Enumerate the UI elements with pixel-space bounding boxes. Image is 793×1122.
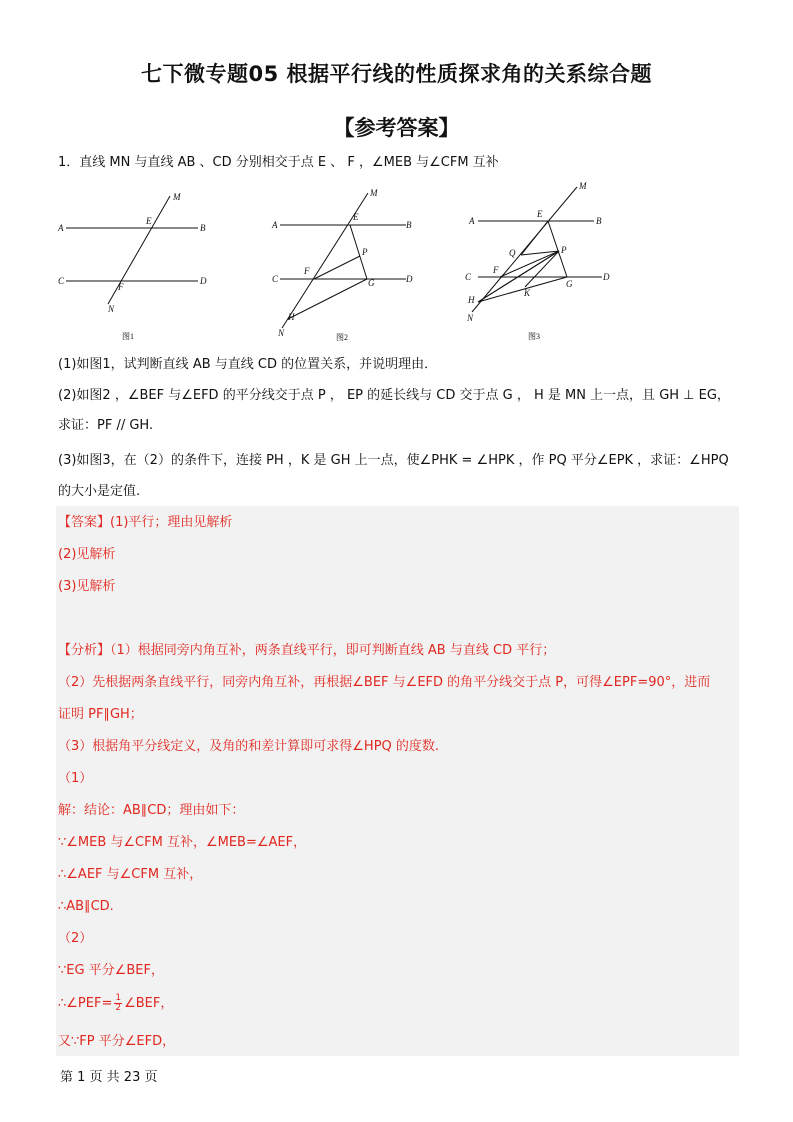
question-part-2-line-1: (2)如图2 ，∠BEF 与∠EFD 的平分线交于点 P ， EP 的延长线与 CD 交于点 G ， H 是 MN 上一点，且 GH ⊥ EG，: [58, 388, 730, 403]
solution-line-8: [58, 994, 173, 1013]
label-f: F: [304, 266, 310, 276]
solution-line-7: ∵EG 平分∠BEF，: [58, 963, 164, 978]
label-n: N: [467, 313, 474, 323]
label-n: N: [278, 328, 285, 338]
label-m: M: [173, 192, 181, 202]
label-c: C: [272, 274, 279, 284]
answer-line-1: [58, 514, 232, 532]
question-part-1: (1)如图1，试判断直线 AB 与直线 CD 的位置关系，并说明理由．: [58, 357, 438, 372]
figure-1: [52, 186, 222, 346]
figure-1-caption: 图1: [122, 332, 134, 341]
label-d: D: [200, 276, 207, 286]
label-k: K: [524, 288, 531, 298]
label-h: H: [288, 312, 295, 322]
label-a: A: [272, 220, 278, 230]
label-b: B: [200, 223, 206, 233]
document-subtitle: 【参考答案】: [333, 116, 460, 140]
label-d: D: [406, 274, 413, 284]
label-q: Q: [509, 248, 516, 258]
label-e: E: [353, 212, 359, 222]
analysis-2-line-1: （2）先根据两条直线平行，同旁内角互补，再根据∠BEF 与∠EFD 的角平分线交于点 P，可得∠EPF=90°，进而: [58, 675, 711, 690]
analysis-1: （1）根据同旁内角互补，两条直线平行，即可判断直线 AB 与直线 CD 平行；: [110, 643, 556, 658]
solution-part-1-label: （1）: [58, 771, 93, 786]
label-g: G: [566, 279, 573, 289]
page-number: 第 1 页 共 23 页: [60, 1070, 158, 1085]
label-m: M: [579, 181, 587, 191]
figure-2-caption: 图2: [336, 333, 348, 342]
solution-line-4: ∴∠AEF 与∠CFM 互补，: [58, 867, 203, 882]
label-c: C: [58, 276, 65, 286]
question-part-2-line-2: 求证：PF // GH.: [58, 418, 154, 433]
label-d: D: [603, 272, 610, 282]
question-part-3-line-2: 的大小是定值.: [58, 484, 141, 499]
question-part-3-line-1: (3)如图3，在（2）的条件下，连接 PH ，K 是 GH 上一点，使∠PHK = ∠HPK ，作 PQ 平分∠EPK ，求证：∠HPQ: [58, 453, 729, 468]
label-a: A: [469, 216, 475, 226]
label-f: F: [493, 265, 499, 275]
analysis-line-1: [58, 642, 555, 660]
solution-line-8-end: ∠BEF，: [124, 996, 174, 1011]
label-m: M: [370, 188, 378, 198]
label-a: A: [58, 223, 64, 233]
label-b: B: [596, 216, 602, 226]
fraction-one-half: [114, 994, 122, 1013]
label-b: B: [406, 220, 412, 230]
solution-line-5: ∴AB∥CD.: [58, 899, 114, 914]
figure-3: [462, 177, 622, 347]
fraction-numerator: 1: [115, 993, 122, 1003]
label-p: P: [561, 245, 567, 255]
label-p: P: [362, 247, 368, 257]
label-f: F: [118, 282, 124, 292]
analysis-tag: 【分析】: [58, 643, 111, 658]
solution-line-8-start: ∴∠PEF=: [58, 996, 113, 1011]
document-title: 七下微专题05 根据平行线的性质探求角的关系综合题: [140, 62, 653, 86]
label-c: C: [465, 272, 472, 282]
label-h: H: [468, 295, 475, 305]
analysis-2-line-2: 证明 PF∥GH；: [58, 707, 143, 722]
figure-3-caption: 图3: [528, 332, 540, 341]
analysis-3: （3）根据角平分线定义，及角的和差计算即可求得∠HPQ 的度数.: [58, 739, 440, 754]
label-e: E: [146, 216, 152, 226]
answer-tag: 【答案】: [58, 515, 111, 530]
solution-line-9: 又∵FP 平分∠EFD，: [58, 1034, 176, 1049]
fraction-denominator: 2: [115, 1003, 122, 1013]
solution-part-2-label: （2）: [58, 931, 93, 946]
label-g: G: [368, 278, 375, 288]
answer-1: (1)平行；理由见解析: [110, 515, 233, 530]
label-e: E: [537, 209, 543, 219]
solution-line-3: ∵∠MEB 与∠CFM 互补，∠MEB=∠AEF，: [58, 835, 307, 850]
question-1-statement: 1．直线 MN 与直线 AB 、CD 分别相交于点 E 、 F ，∠MEB 与∠CFM 互补: [58, 155, 499, 170]
answer-3: (3)见解析: [58, 579, 116, 594]
figure-2: [266, 183, 426, 348]
solution-line-2: 解：结论：AB∥CD；理由如下：: [58, 803, 245, 818]
answer-2: (2)见解析: [58, 547, 116, 562]
label-n: N: [108, 304, 115, 314]
